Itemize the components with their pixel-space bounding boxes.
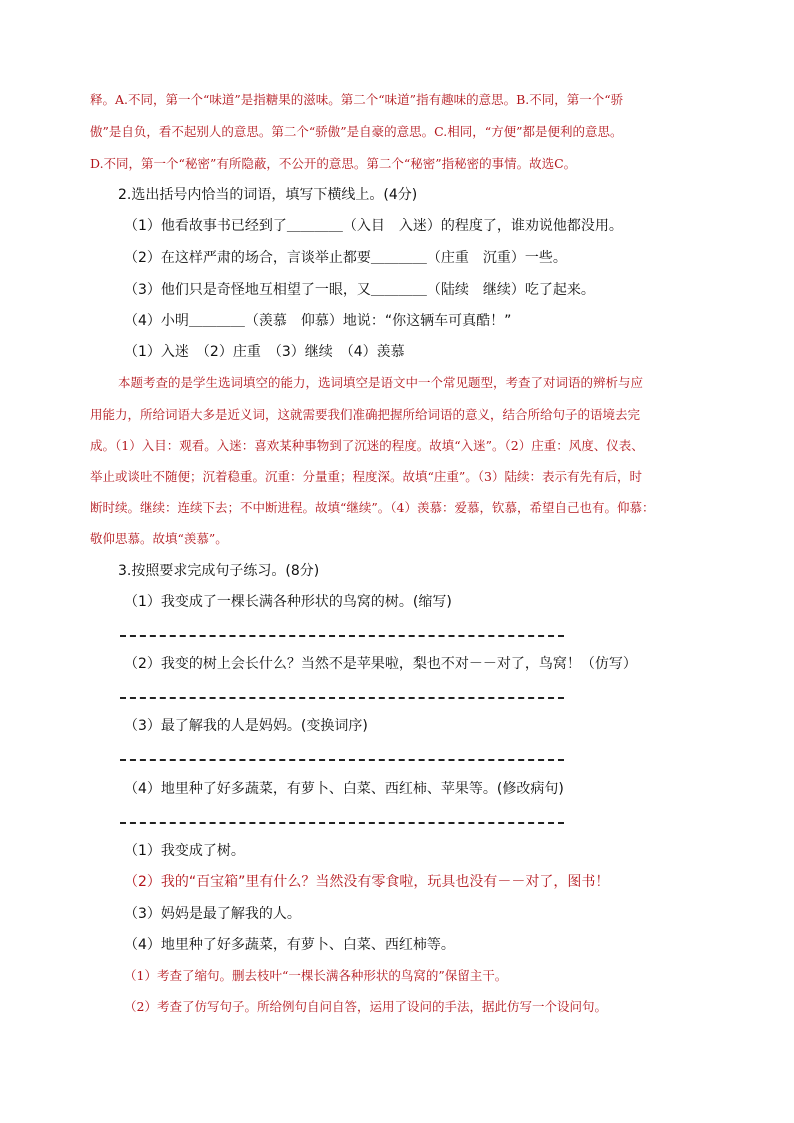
question-2-analysis-line: 举止或谈吐不随便；沉着稳重。沉重：分量重；程度深。故填“庄重”。（3）陆续：表示有先有后，时	[90, 469, 642, 484]
question-2-item: （2）在这样严肃的场合，言谈举止都要＿＿＿＿（庄重 沉重）一些。	[124, 250, 567, 266]
question-2-answer: （1）入迷 （2）庄重 （3）继续 （4）羡慕	[124, 344, 405, 360]
question-2-analysis-line: 用能力，所给词语大多是近义词，这就需要我们准确把握所给词语的意义，结合所给句子的语境去完	[90, 407, 641, 422]
question-3-item: （3）最了解我的人是妈妈。(变换词序)	[124, 718, 368, 734]
answer-blank-line[interactable]	[120, 635, 564, 637]
question-3-answer: （3）妈妈是最了解我的人。	[124, 906, 301, 922]
question-2-title: 2.选出括号内恰当的词语，填写下横线上。(4分)	[118, 187, 418, 203]
question-2-analysis-line: 断时续。继续：连续下去；不中断进程。故填“继续”。（4）羡慕：爱慕，钦慕，希望自己也有。仰慕：	[90, 500, 655, 515]
question-2-item: （1）他看故事书已经到了＿＿＿＿（入目 入迷）的程度了，谁劝说他都没用。	[124, 218, 623, 234]
question-2-item: （4）小明＿＿＿＿（羡慕 仰慕）地说：“你这辆车可真酷！”	[124, 313, 512, 329]
question-2-analysis-line: 敬仰思慕。故填“羡慕”。	[90, 531, 228, 546]
explanation-line: D.不同，第一个“秘密”有所隐蔽，不公开的意思。第二个“秘密”指秘密的事情。故选C。	[90, 156, 577, 171]
question-3-answer: （4）地里种了好多蔬菜，有萝卜、白菜、西红柿等。	[124, 937, 455, 953]
question-2-item: （3）他们只是奇怪地互相望了一眼，又＿＿＿＿（陆续 继续）吃了起来。	[124, 282, 595, 298]
answer-blank-line[interactable]	[120, 697, 564, 699]
explanation-line: 释。A.不同，第一个“味道”是指糖果的滋味。第二个“味道”指有趣味的意思。B.不同，第一个“骄	[90, 92, 624, 107]
question-3-title: 3.按照要求完成句子练习。(8分)	[118, 563, 320, 579]
question-3-item: （1）我变成了一棵长满各种形状的鸟窝的树。(缩写)	[124, 594, 452, 610]
question-3-item: （4）地里种了好多蔬菜，有萝卜、白菜、西红柿、苹果等。(修改病句)	[124, 781, 564, 797]
question-3-item: （2）我变的树上会长什么？当然不是苹果啦，梨也不对－－对了，鸟窝！（仿写）	[124, 656, 637, 672]
question-2-analysis-line: 成。（1）入目：观看。入迷：喜欢某种事物到了沉迷的程度。故填“入迷”。（2）庄重：风度、仪表、	[90, 438, 644, 453]
answer-blank-line[interactable]	[120, 759, 564, 761]
explanation-line: 傲”是自负，看不起别人的意思。第二个“骄傲”是自豪的意思。C.相同，“方便”都是便利的意思。	[90, 124, 623, 139]
question-3-answer: （2）我的“百宝箱”里有什么？当然没有零食啦，玩具也没有－－对了，图书！	[124, 874, 610, 890]
question-3-answer: （1）我变成了树。	[124, 843, 245, 859]
question-3-analysis-line: （1）考查了缩句。删去枝叶“一棵长满各种形状的鸟窝的”保留主干。	[124, 968, 508, 983]
answer-blank-line[interactable]	[120, 822, 564, 824]
question-3-analysis-line: （2）考查了仿写句子。所给例句自问自答，运用了设问的手法，据此仿写一个设问句。	[124, 999, 607, 1014]
question-2-analysis-line: 本题考查的是学生选词填空的能力，选词填空是语文中一个常见题型，考查了对词语的辨析与应	[118, 375, 644, 390]
